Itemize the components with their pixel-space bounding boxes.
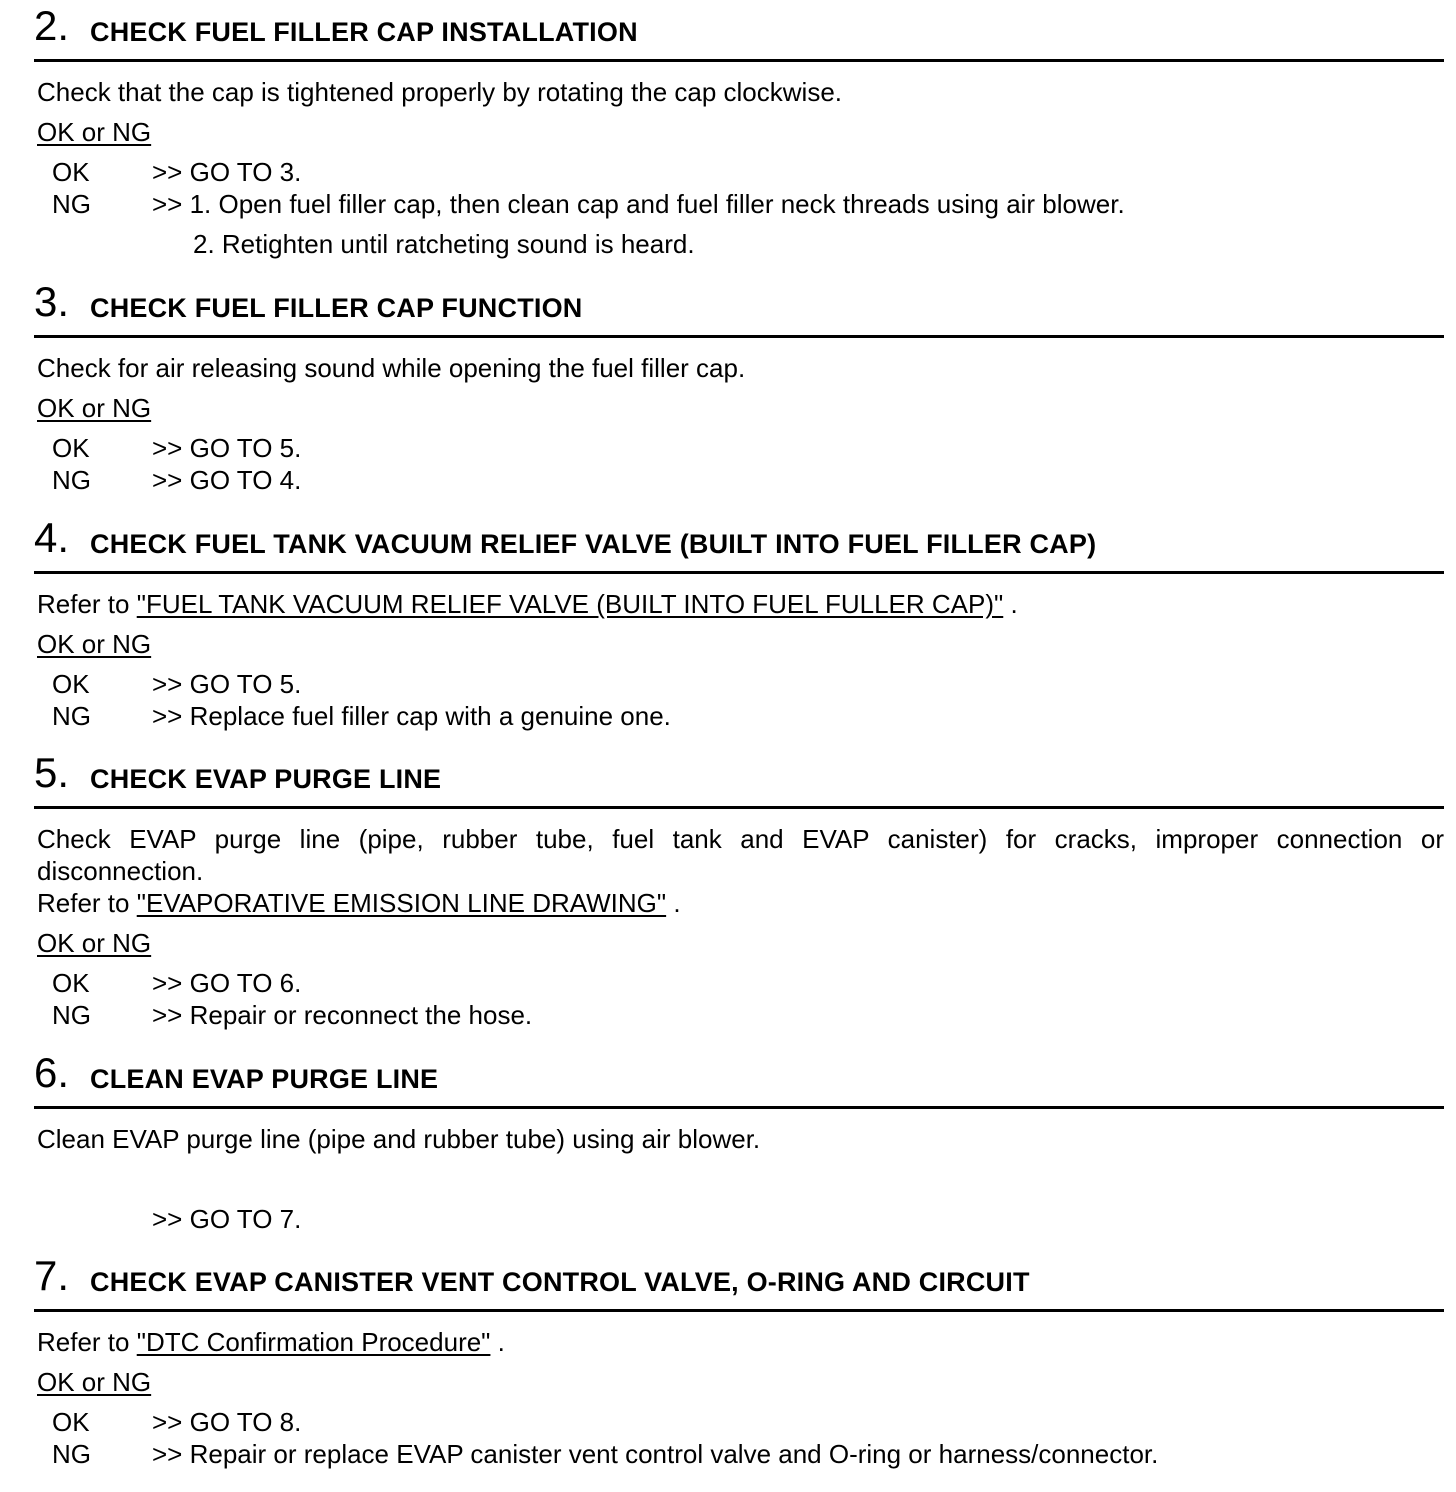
ok-action: >> GO TO 5. bbox=[152, 433, 302, 463]
step-instruction: Check that the cap is tightened properly by rotating the cap clockwise. bbox=[37, 77, 842, 107]
ng-action: >> 1. Open fuel filler cap, then clean cap and fuel filler neck threads using air blower. bbox=[152, 189, 1125, 219]
refer-line bbox=[37, 1326, 505, 1358]
ng-action: >> Repair or replace EVAP canister vent control valve and O-ring or harness/connector. bbox=[152, 1439, 1159, 1469]
ok-or-ng-heading: OK or NG bbox=[37, 629, 152, 659]
refer-suffix: . bbox=[490, 1327, 505, 1357]
ok-label: OK bbox=[52, 968, 90, 998]
refer-suffix: . bbox=[666, 888, 681, 918]
ng-action-substep: 2. Retighten until ratcheting sound is heard. bbox=[193, 229, 695, 259]
ok-or-ng-heading: OK or NG bbox=[37, 1367, 152, 1397]
step-divider bbox=[34, 59, 1444, 62]
step-instruction: Clean EVAP purge line (pipe and rubber tube) using air blower. bbox=[37, 1124, 761, 1154]
ng-action: >> Repair or reconnect the hose. bbox=[152, 1000, 533, 1030]
step-title: CLEAN EVAP PURGE LINE bbox=[90, 1064, 439, 1094]
step-header bbox=[34, 1252, 1446, 1308]
ok-action: >> GO TO 6. bbox=[152, 968, 302, 998]
step-divider bbox=[34, 806, 1444, 809]
refer-link[interactable]: "FUEL TANK VACUUM RELIEF VALVE (BUILT INTO FUEL FULLER CAP)" bbox=[136, 589, 1004, 619]
ok-action: >> GO TO 3. bbox=[152, 157, 302, 187]
step-number: 6. bbox=[34, 1049, 70, 1096]
step-header bbox=[34, 1049, 1446, 1105]
step-divider bbox=[34, 1309, 1444, 1312]
step-instruction-continued: disconnection. bbox=[37, 856, 204, 886]
step-number: 2. bbox=[34, 2, 70, 49]
refer-line bbox=[37, 588, 1018, 620]
step-number: 7. bbox=[34, 1252, 70, 1299]
refer-suffix: . bbox=[1003, 589, 1018, 619]
refer-prefix: Refer to bbox=[37, 888, 137, 918]
step-divider bbox=[34, 1106, 1444, 1109]
ok-or-ng-heading: OK or NG bbox=[37, 393, 152, 423]
refer-link[interactable]: "DTC Confirmation Procedure" bbox=[136, 1327, 491, 1357]
step-number: 5. bbox=[34, 749, 70, 796]
step-header bbox=[34, 514, 1446, 570]
step-title: CHECK FUEL FILLER CAP FUNCTION bbox=[90, 293, 583, 323]
refer-prefix: Refer to bbox=[37, 589, 137, 619]
ok-label: OK bbox=[52, 433, 90, 463]
ng-label: NG bbox=[52, 1439, 91, 1469]
ng-label: NG bbox=[52, 701, 91, 731]
refer-prefix: Refer to bbox=[37, 1327, 137, 1357]
step-instruction: Check EVAP purge line (pipe, rubber tube, fuel tank and EVAP canister) for cracks, improper connection or bbox=[37, 824, 1444, 854]
step-header bbox=[34, 2, 1446, 58]
ok-action: >> GO TO 5. bbox=[152, 669, 302, 699]
ng-action: >> Replace fuel filler cap with a genuine one. bbox=[152, 701, 671, 731]
ng-action: >> GO TO 4. bbox=[152, 465, 302, 495]
step-number: 4. bbox=[34, 514, 70, 561]
ok-or-ng-heading: OK or NG bbox=[37, 928, 152, 958]
ok-label: OK bbox=[52, 1407, 90, 1437]
step-title: CHECK FUEL FILLER CAP INSTALLATION bbox=[90, 17, 638, 47]
step-number: 3. bbox=[34, 278, 70, 325]
refer-link[interactable]: "EVAPORATIVE EMISSION LINE DRAWING" bbox=[136, 888, 667, 918]
next-action: >> GO TO 7. bbox=[152, 1204, 302, 1234]
step-title: CHECK EVAP PURGE LINE bbox=[90, 764, 442, 794]
step-title: CHECK FUEL TANK VACUUM RELIEF VALVE (BUILT INTO FUEL FILLER CAP) bbox=[90, 529, 1097, 559]
step-title: CHECK EVAP CANISTER VENT CONTROL VALVE, O-RING AND CIRCUIT bbox=[90, 1267, 1030, 1297]
ng-label: NG bbox=[52, 189, 91, 219]
refer-line bbox=[37, 887, 681, 919]
ok-label: OK bbox=[52, 669, 90, 699]
step-divider bbox=[34, 571, 1444, 574]
ok-or-ng-heading: OK or NG bbox=[37, 117, 152, 147]
step-instruction: Check for air releasing sound while opening the fuel filler cap. bbox=[37, 353, 746, 383]
ok-label: OK bbox=[52, 157, 90, 187]
ng-label: NG bbox=[52, 465, 91, 495]
ng-label: NG bbox=[52, 1000, 91, 1030]
step-header bbox=[34, 278, 1446, 334]
step-header bbox=[34, 749, 1446, 805]
step-divider bbox=[34, 335, 1444, 338]
ok-action: >> GO TO 8. bbox=[152, 1407, 302, 1437]
